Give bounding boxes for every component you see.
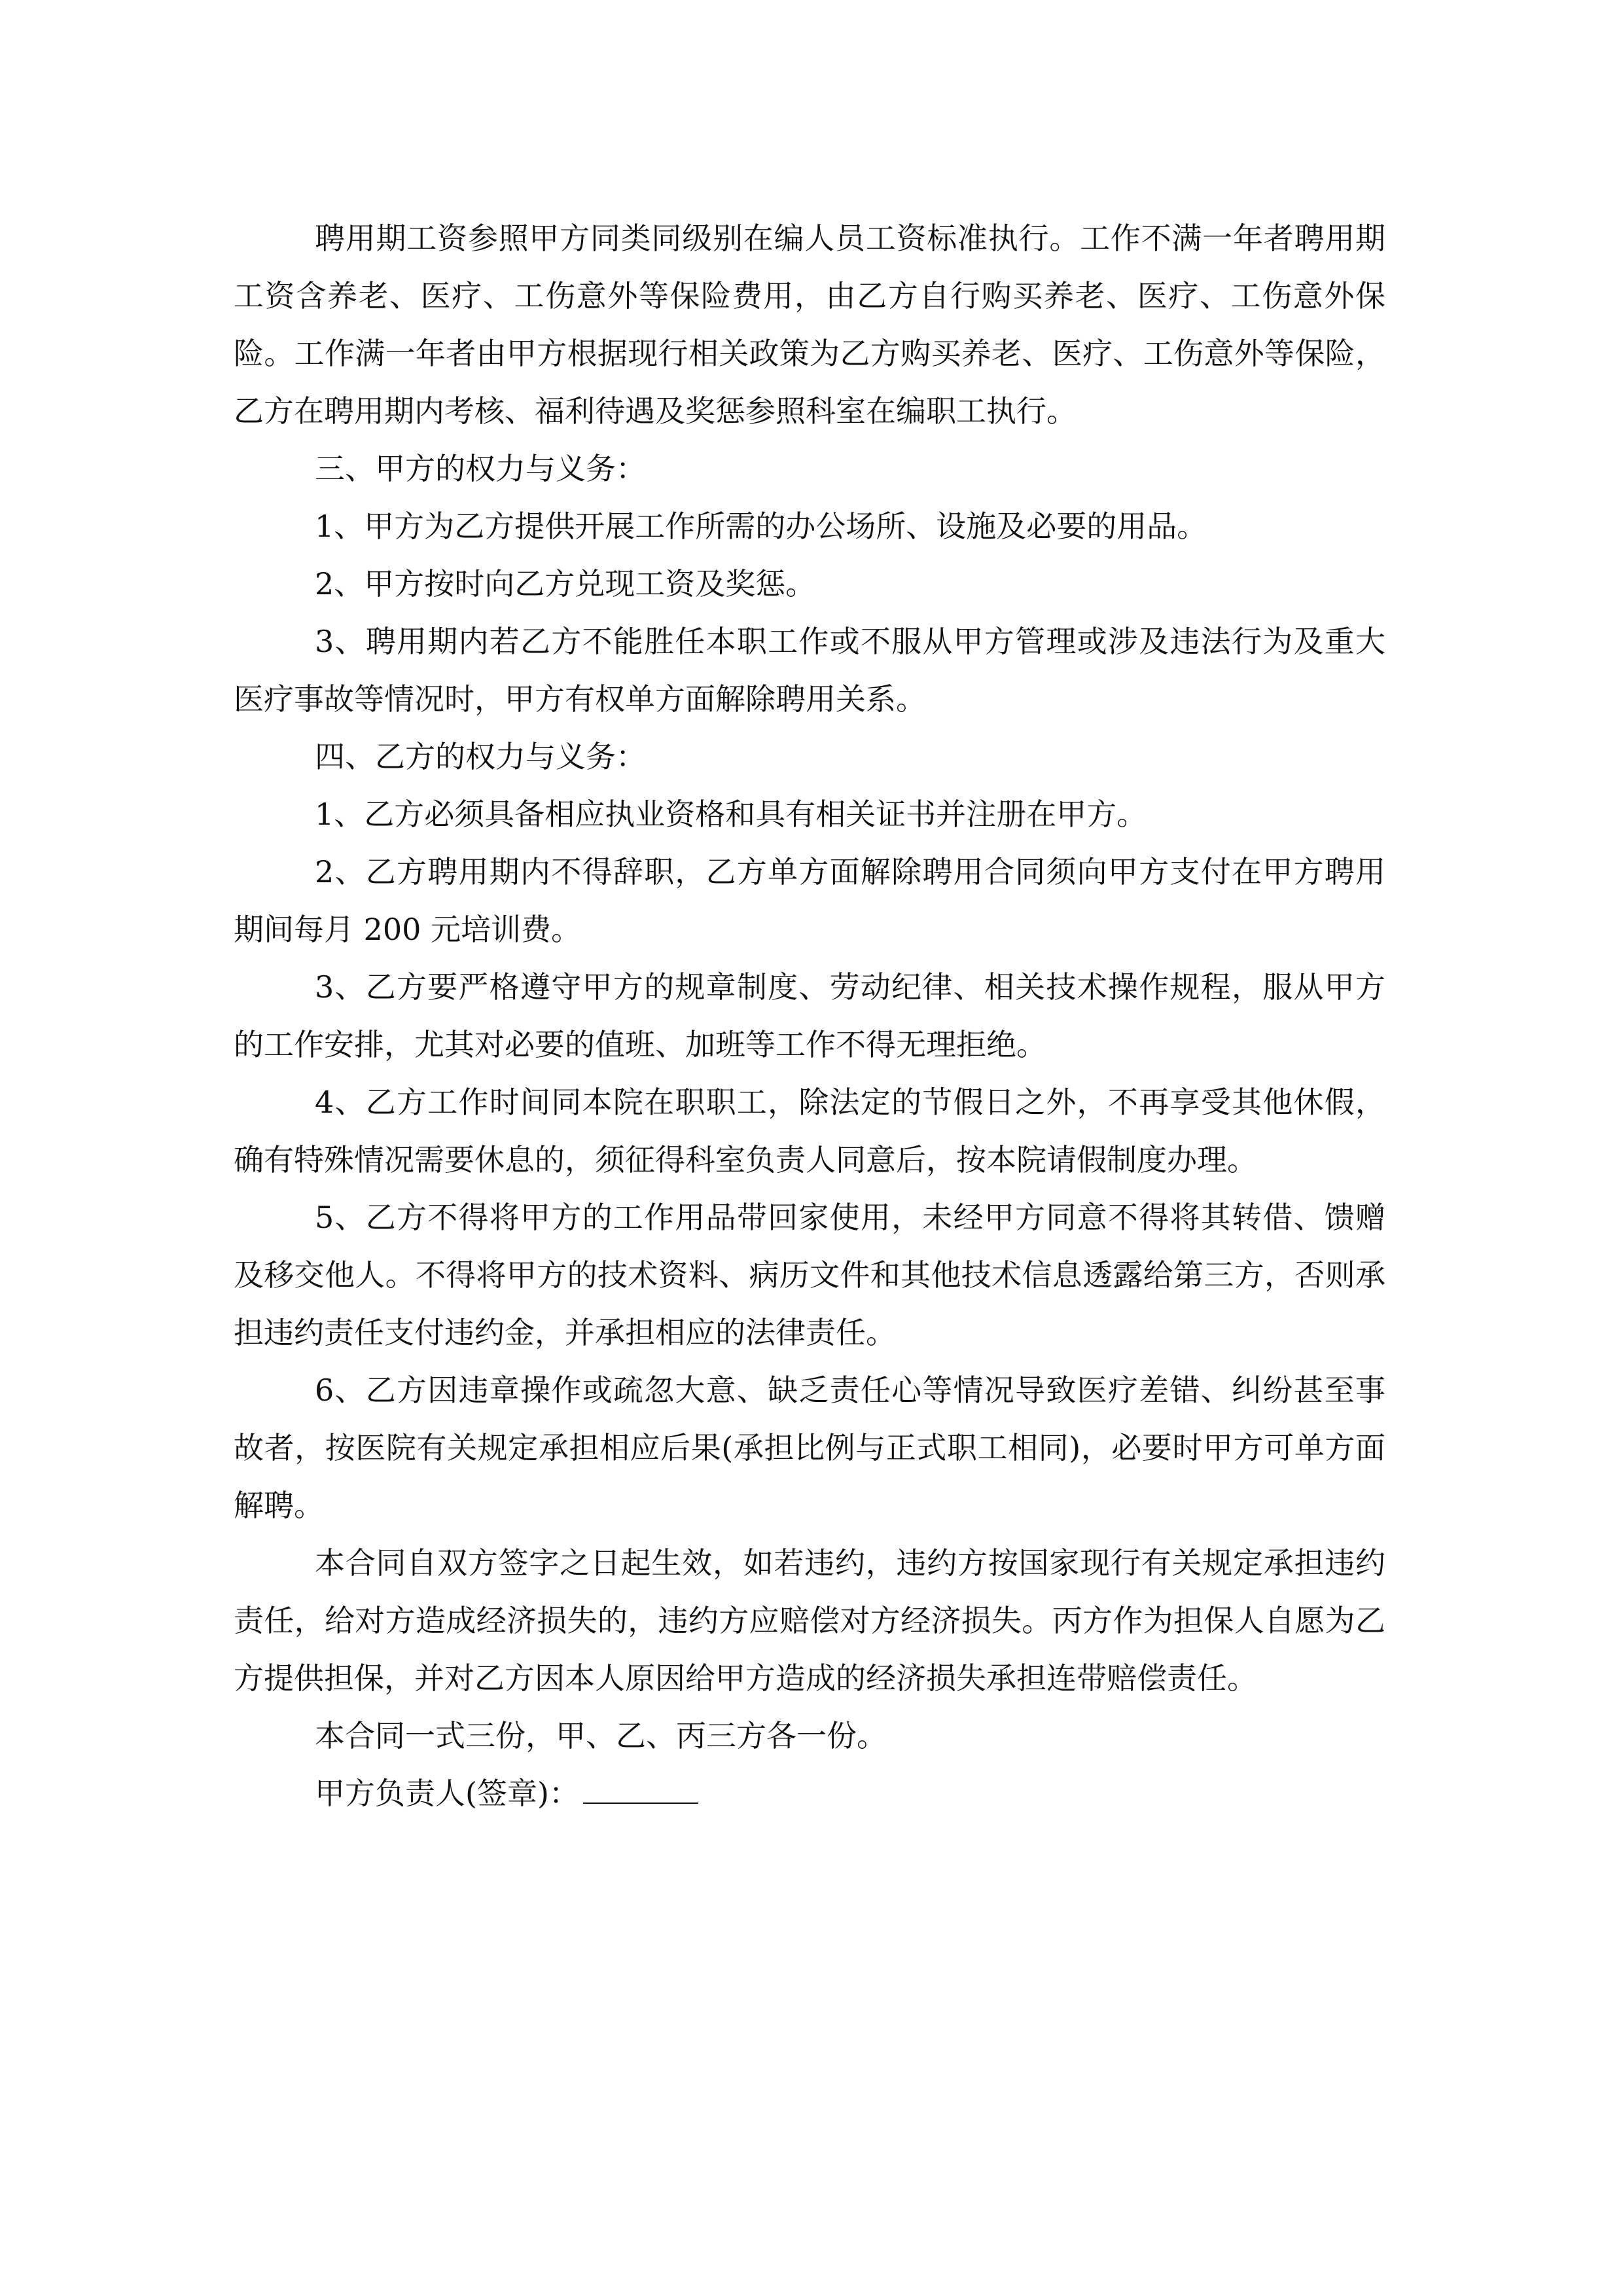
clause-party-b-2: 2、乙方聘用期内不得辞职，乙方单方面解除聘用合同须向甲方支付在甲方聘用期间每月 200 元培训费。 [234, 854, 1385, 947]
clause-party-b-3: 3、乙方要严格遵守甲方的规章制度、劳动纪律、相关技术操作规程，服从甲方的工作安排，尤其对必要的值班、加班等工作不得无理拒绝。 [234, 969, 1385, 1062]
section-heading-party-b: 四、乙方的权力与义务： [315, 739, 646, 774]
clause-party-a-1: 1、甲方为乙方提供开展工作所需的办公场所、设施及必要的用品。 [315, 509, 1207, 544]
clause-party-a-3: 3、聘用期内若乙方不能胜任本职工作或不服从甲方管理或涉及违法行为及重大医疗事故等情况时，甲方有权单方面解除聘用关系。 [234, 624, 1385, 717]
signature-label: 甲方负责人(签章)： [315, 1776, 579, 1811]
clause-party-b-5: 5、乙方不得将甲方的工作用品带回家使用，未经甲方同意不得将其转借、馈赠及移交他人。不得将甲方的技术资料、病历文件和其他技术信息透露给第三方，否则承担违约责任支付违约金，并承担相应的法律责任。 [234, 1200, 1385, 1350]
paragraph-effectiveness: 本合同自双方签字之日起生效，如若违约，违约方按国家现行有关规定承担违约责任，给对方造成经济损失的，违约方应赔偿对方经济损失。丙方作为担保人自愿为乙方提供担保，并对乙方因本人原因给甲方造成的经济损失承担连带赔偿责任。 [234, 1545, 1385, 1696]
signature-line [234, 1765, 1385, 1822]
clause-party-a-2: 2、甲方按时向乙方兑现工资及奖惩。 [315, 566, 816, 601]
document-body [234, 209, 1385, 1822]
signature-blank [583, 1774, 698, 1804]
section-heading-party-a: 三、甲方的权力与义务： [315, 451, 646, 486]
clause-party-b-4: 4、乙方工作时间同本院在职职工，除法定的节假日之外，不再享受其他休假，确有特殊情况需要休息的，须征得科室负责人同意后，按本院请假制度办理。 [234, 1085, 1385, 1177]
paragraph-salary-terms: 聘用期工资参照甲方同类同级别在编人员工资标准执行。工作不满一年者聘用期工资含养老、医疗、工伤意外等保险费用，由乙方自行购买养老、医疗、工伤意外保险。工作满一年者由甲方根据现行相关政策为乙方购买养老、医疗、工伤意外等保险，乙方在聘用期内考核、福利待遇及奖惩参照科室在编职工执行。 [234, 221, 1385, 429]
paragraph-copies: 本合同一式三份，甲、乙、丙三方各一份。 [315, 1718, 887, 1753]
clause-party-b-6: 6、乙方因违章操作或疏忽大意、缺乏责任心等情况导致医疗差错、纠纷甚至事故者，按医院有关规定承担相应后果(承担比例与正式职工相同)，必要时甲方可单方面解聘。 [234, 1372, 1385, 1523]
clause-party-b-1: 1、乙方必须具备相应执业资格和具有相关证书并注册在甲方。 [315, 797, 1147, 832]
